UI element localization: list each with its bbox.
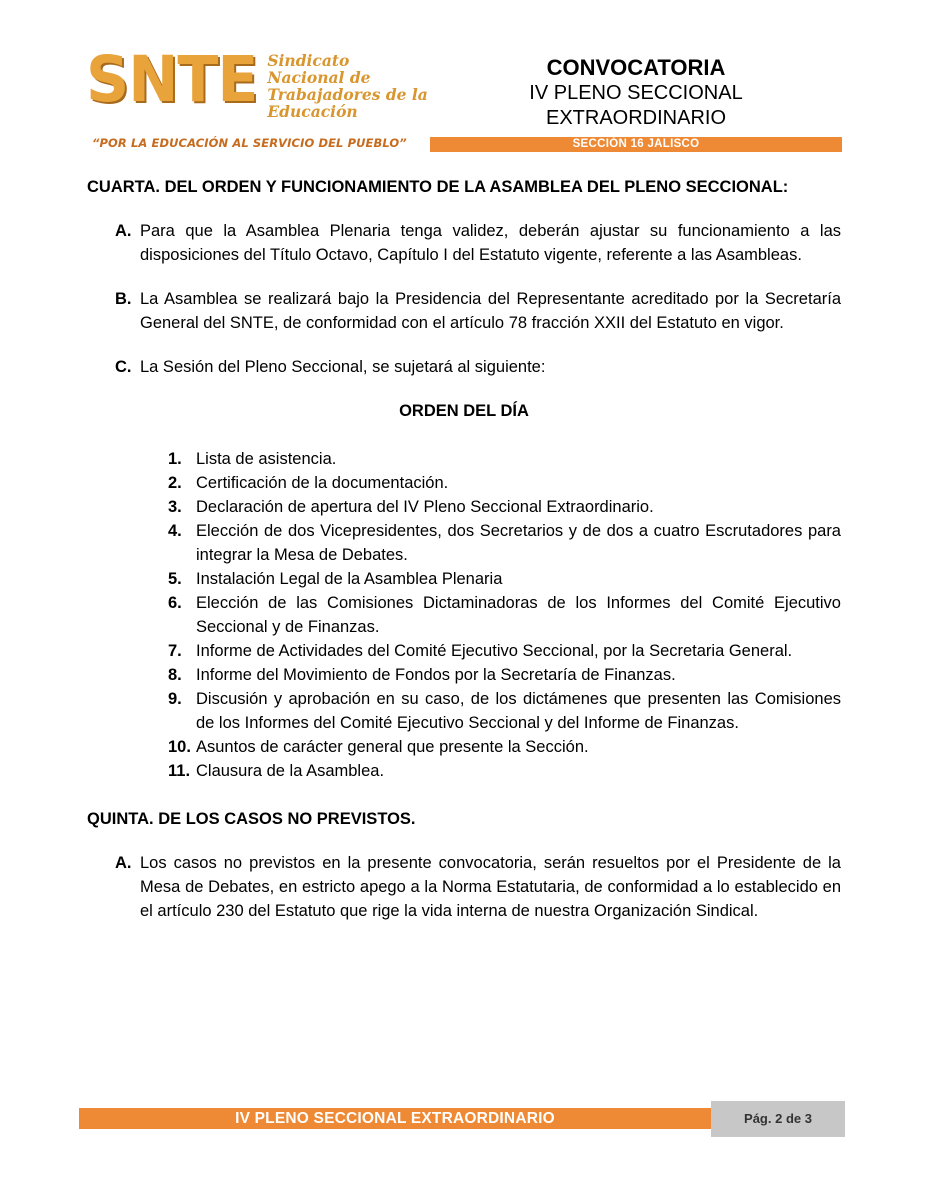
list-item-text: Elección de las Comisiones Dictaminadoras de los Informes del Comité Ejecutivo Seccional y de Finanzas. <box>196 594 841 636</box>
list-item-number: 1. <box>168 450 182 468</box>
list-item <box>168 759 841 783</box>
clause-paragraph <box>115 287 841 335</box>
list-item <box>168 687 841 735</box>
list-item-number: 9. <box>168 690 182 708</box>
list-item-text: Informe de Actividades del Comité Ejecutivo Seccional, por la Secretaria General. <box>196 642 793 660</box>
clause-marker: A. <box>115 222 132 240</box>
list-item-text: Informe del Movimiento de Fondos por la Secretaría de Finanzas. <box>196 666 676 684</box>
list-item <box>168 591 841 639</box>
section-heading: QUINTA. DE LOS CASOS NO PREVISTOS. <box>87 810 416 828</box>
list-item-text: Discusión y aprobación en su caso, de los dictámenes que presenten las Comisiones de los Informes del Comité Ejecutivo Seccional y del Informe de Finanzas. <box>196 690 841 732</box>
page-number: Pág. 2 de 3 <box>711 1101 845 1137</box>
footer-banner: IV PLENO SECCIONAL EXTRAORDINARIO <box>79 1108 711 1129</box>
document-subtitle: EXTRAORDINARIO <box>545 107 727 129</box>
document-subtitle: IV PLENO SECCIONAL <box>529 82 743 104</box>
clause-paragraph <box>115 851 841 923</box>
list-item-number: 2. <box>168 474 182 492</box>
motto: “POR LA EDUCACIÓN AL SERVICIO DEL PUEBLO” <box>92 136 407 150</box>
logo-name-line: Educación <box>267 102 358 121</box>
list-item <box>168 639 841 663</box>
list-item-number: 8. <box>168 666 182 684</box>
list-item <box>168 495 841 519</box>
list-item-text: Instalación Legal de la Asamblea Plenaria <box>196 570 503 588</box>
clause-paragraph <box>115 219 841 267</box>
list-item <box>168 471 841 495</box>
clause-text: Para que la Asamblea Plenaria tenga validez, deberán ajustar su funcionamiento a las disposiciones del Título Octavo, Capítulo I del Estatuto vigente, referente a las Asambleas. <box>140 222 841 264</box>
logo-name-line: Sindicato <box>267 51 350 70</box>
list-item-text: Lista de asistencia. <box>196 450 337 468</box>
clause-text: Los casos no previstos en la presente convocatoria, serán resueltos por el Presidente de la Mesa de Debates, en estricto apego a la Norma Estatutaria, de conformidad a lo establecido en el artículo 230 del Estatuto que rige la vida interna de nuestra Organización Sindical. <box>140 854 841 920</box>
list-item-text: Certificación de la documentación. <box>196 474 449 492</box>
clause-marker: B. <box>115 290 132 308</box>
list-item-number: 10. <box>168 738 191 756</box>
clause-marker: A. <box>115 854 132 872</box>
list-item <box>168 735 841 759</box>
list-item-number: 11. <box>168 762 191 780</box>
clause-marker: C. <box>115 358 132 376</box>
clause-text: La Asamblea se realizará bajo la Presidencia del Representante acreditado por la Secretaría General del SNTE, de conformidad con el artículo 78 fracción XXII del Estatuto en vigor. <box>140 290 841 332</box>
list-item <box>168 567 841 591</box>
document-body <box>87 175 841 923</box>
logo-name-line: Nacional de <box>267 68 371 87</box>
list-item-number: 4. <box>168 522 182 540</box>
list-item-number: 3. <box>168 498 182 516</box>
clause-paragraph <box>115 355 841 379</box>
agenda-title: ORDEN DEL DÍA <box>399 402 529 420</box>
list-item-number: 7. <box>168 642 182 660</box>
list-item <box>168 519 841 567</box>
document-title: CONVOCATORIA <box>546 55 726 80</box>
logo-mark: SNTE <box>86 43 258 117</box>
list-item <box>168 447 841 471</box>
snte-logo <box>86 43 428 121</box>
clause-text: La Sesión del Pleno Seccional, se sujetará al siguiente: <box>140 358 546 376</box>
section-banner: SECCIÓN 16 JALISCO <box>430 137 842 152</box>
list-item-text: Declaración de apertura del IV Pleno Seccional Extraordinario. <box>196 498 654 516</box>
list-item-text: Elección de dos Vicepresidentes, dos Secretarios y de dos a cuatro Escrutadores para integrar la Mesa de Debates. <box>196 522 841 564</box>
list-item-number: 6. <box>168 594 182 612</box>
section-heading: CUARTA. DEL ORDEN Y FUNCIONAMIENTO DE LA ASAMBLEA DEL PLENO SECCIONAL: <box>87 178 789 196</box>
list-item-number: 5. <box>168 570 182 588</box>
logo-organization-name <box>267 52 428 120</box>
logo-name-line: Trabajadores de la <box>267 85 428 104</box>
list-item-text: Clausura de la Asamblea. <box>196 762 385 780</box>
list-item-text: Asuntos de carácter general que presente la Sección. <box>196 738 589 756</box>
agenda-list <box>168 447 841 783</box>
list-item <box>168 663 841 687</box>
